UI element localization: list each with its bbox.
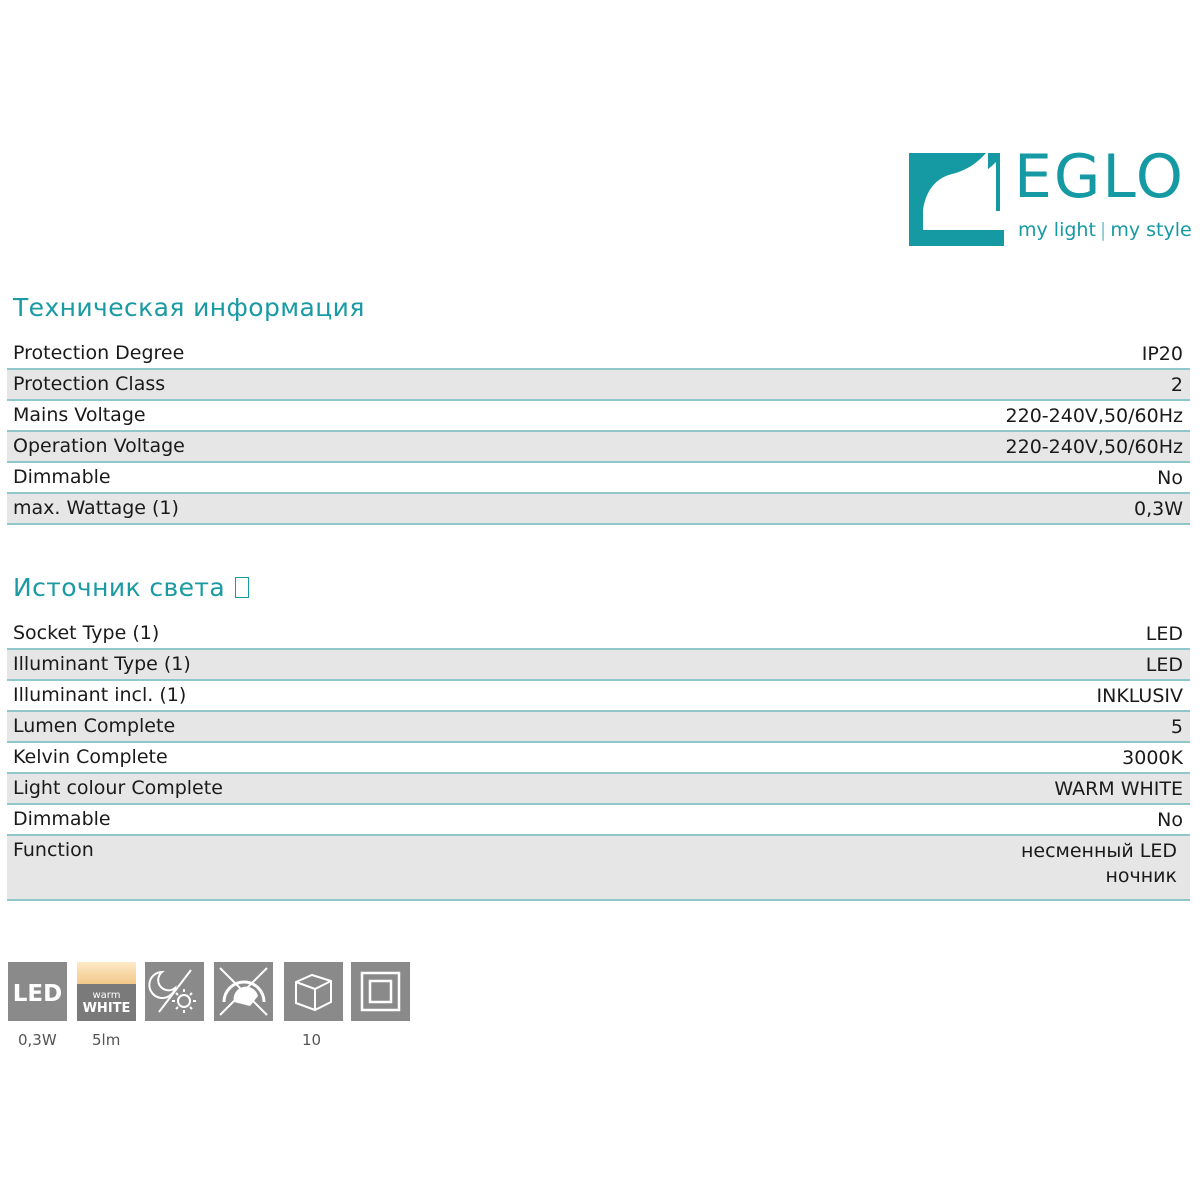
spec-value: несменный LED ночник bbox=[1020, 840, 1177, 887]
spec-value: 220-240V,50/60Hz bbox=[1005, 405, 1183, 427]
spec-label: Lumen Complete bbox=[13, 715, 176, 737]
spec-row bbox=[7, 619, 1190, 650]
spec-label: Mains Voltage bbox=[13, 404, 146, 426]
day-night-sensor-icon bbox=[145, 962, 204, 1021]
technical-section-title: Техническая информация bbox=[13, 293, 365, 322]
spec-value: 3000K bbox=[1122, 747, 1183, 769]
spec-value: 2 bbox=[1170, 374, 1183, 396]
spec-label: Illuminant Type (1) bbox=[13, 653, 191, 675]
spec-row bbox=[7, 774, 1190, 805]
spec-label: Dimmable bbox=[13, 466, 111, 488]
spec-label: Kelvin Complete bbox=[13, 746, 168, 768]
spec-row bbox=[7, 650, 1190, 681]
led-wattage-caption: 0,3W bbox=[18, 1031, 57, 1049]
tagline-left: my light bbox=[1018, 219, 1096, 241]
tagline-separator: | bbox=[1099, 219, 1107, 241]
spec-row bbox=[7, 339, 1190, 370]
spec-value: LED bbox=[1145, 654, 1183, 676]
package-count-caption: 10 bbox=[302, 1031, 322, 1049]
spec-row bbox=[7, 805, 1190, 836]
eglo-lamp-logo-icon bbox=[906, 150, 1006, 248]
spec-label: Operation Voltage bbox=[13, 435, 185, 457]
missing-glyph-box-icon bbox=[235, 577, 249, 598]
not-dimmable-icon bbox=[214, 962, 273, 1021]
spec-label: Illuminant incl. (1) bbox=[13, 684, 187, 706]
lumen-caption: 5lm bbox=[92, 1031, 121, 1049]
light-source-title-text: Источник света bbox=[13, 573, 226, 602]
technical-spec-table bbox=[7, 339, 1190, 525]
led-icon-text: LED bbox=[12, 981, 63, 1007]
spec-label: Dimmable bbox=[13, 808, 111, 830]
spec-row bbox=[7, 681, 1190, 712]
spec-row bbox=[7, 494, 1190, 525]
spec-value: LED bbox=[1145, 623, 1183, 645]
brand-name: EGLO bbox=[1014, 142, 1185, 212]
spec-label: Socket Type (1) bbox=[13, 622, 160, 644]
warm-white-bottom-text: WHITE bbox=[82, 1001, 131, 1016]
brand-tagline bbox=[1018, 219, 1192, 241]
spec-value: No bbox=[1157, 809, 1183, 831]
spec-value: 220-240V,50/60Hz bbox=[1005, 436, 1183, 458]
spec-label: Function bbox=[13, 839, 94, 861]
spec-row bbox=[7, 463, 1190, 494]
spec-label: Protection Degree bbox=[13, 342, 185, 364]
package-box-icon bbox=[284, 962, 343, 1021]
warm-white-icon bbox=[77, 962, 136, 1021]
spec-value: IP20 bbox=[1141, 343, 1183, 365]
warm-white-top-text: warm bbox=[92, 990, 121, 1001]
tagline-right: my style bbox=[1110, 219, 1192, 241]
spec-row bbox=[7, 401, 1190, 432]
spec-label: max. Wattage (1) bbox=[13, 497, 179, 519]
led-icon bbox=[8, 962, 67, 1021]
spec-value: INKLUSIV bbox=[1096, 685, 1183, 707]
spec-value: 0,3W bbox=[1133, 498, 1183, 520]
spec-row bbox=[7, 432, 1190, 463]
spec-row bbox=[7, 743, 1190, 774]
light-source-section-title bbox=[13, 573, 249, 602]
light-source-spec-table bbox=[7, 619, 1190, 901]
spec-label: Protection Class bbox=[13, 373, 166, 395]
spec-row bbox=[7, 370, 1190, 401]
spec-value: 5 bbox=[1170, 716, 1183, 738]
spec-row bbox=[7, 712, 1190, 743]
protection-class-2-icon bbox=[351, 962, 410, 1021]
spec-label: Light colour Complete bbox=[13, 777, 223, 799]
spec-value: WARM WHITE bbox=[1054, 778, 1183, 800]
spec-row bbox=[7, 836, 1190, 901]
spec-value: No bbox=[1157, 467, 1183, 489]
